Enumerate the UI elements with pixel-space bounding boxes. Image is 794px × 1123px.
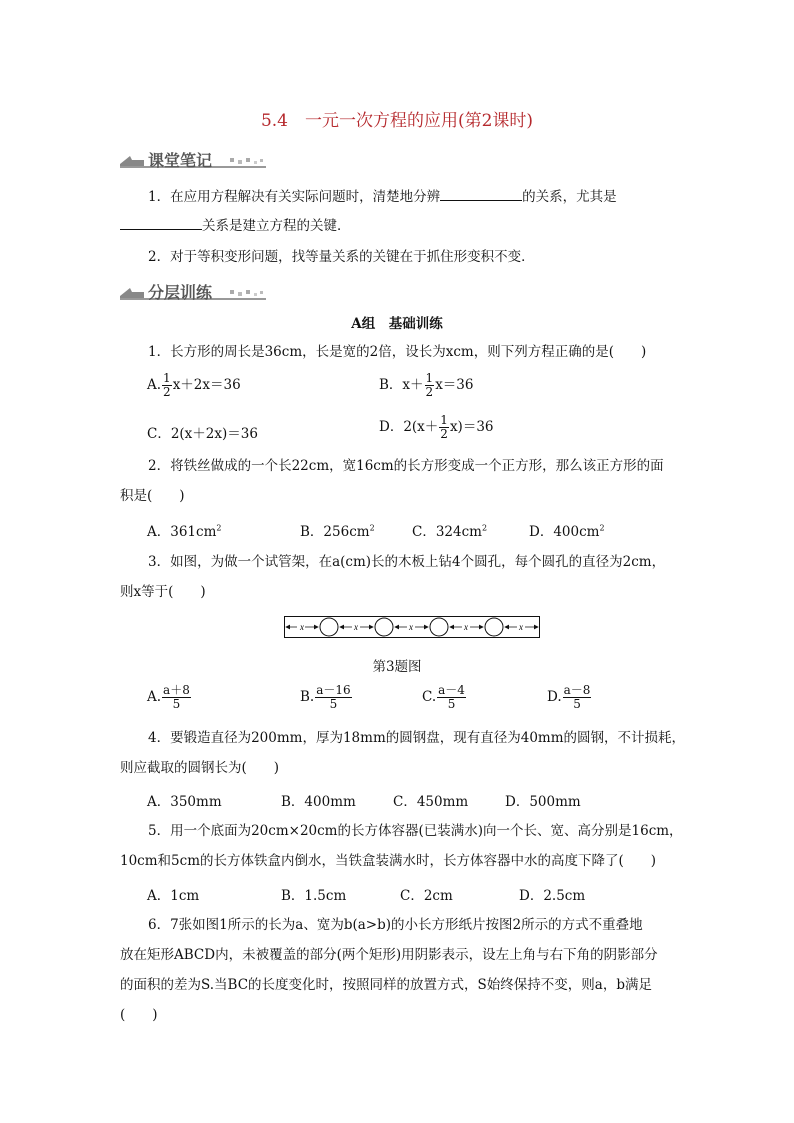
question-4-option-c[interactable]: C．450mm — [393, 794, 469, 810]
figure-x-label: x — [354, 622, 358, 632]
section-banner-notes — [118, 148, 268, 170]
question-4-option-d[interactable]: D．500mm — [505, 794, 581, 810]
question-5-option-a[interactable]: A．1cm — [147, 888, 200, 904]
hole-circle — [430, 618, 448, 636]
question-3-stem-cont: 则x等于( ) — [120, 584, 206, 600]
question-2-option-d[interactable]: D．$400cm^2$ — [529, 523, 605, 540]
group-title: A组 基础训练 — [351, 316, 443, 332]
hole-circle — [375, 618, 393, 636]
hole-circle — [320, 618, 338, 636]
question-2-option-c[interactable]: C．$324cm^2$ — [412, 523, 488, 540]
figure-x-label: x — [464, 622, 468, 632]
question-2-option-a[interactable]: A．$361cm^2$ — [147, 523, 222, 540]
question-6-stem-cont: 的面积的差为S.当BC的长度变化时，按照同样的放置方式，S始终保持不变，则a，b满足 — [120, 977, 652, 993]
question-5-option-c[interactable]: C．2cm — [400, 888, 453, 904]
question-6-stem-cont: 放在矩形ABCD内，未被覆盖的部分(两个矩形)用阴影表示，设左上角与右下角的阴影部分 — [120, 947, 658, 963]
fraction: $\frac{a-4}{5}$ — [438, 683, 465, 711]
section-banner-training — [118, 280, 268, 302]
answer-blank[interactable] — [440, 186, 522, 201]
hole-circle — [485, 618, 503, 636]
question-1-stem: 1．长方形的周长是36cm，长是宽的2倍，设长为xcm，则下列方程正确的是( ) — [148, 344, 647, 360]
fraction: $\frac{a+8}{5}$ — [163, 683, 190, 711]
question-4-stem-cont: 则应截取的圆钢长为( ) — [120, 760, 280, 776]
question-5-stem: 5．用一个底面为20cm×20cm的长方体容器(已装满水)向一个长、宽、高分别是16cm， — [148, 823, 683, 839]
fraction: $\frac{1}{2}$ — [425, 371, 434, 399]
question-1-option-c[interactable]: C．2(x＋2x)＝36 — [147, 426, 258, 442]
question-4-stem: 4．要锻造直径为200mm，厚为18mm的圆钢盘，现有直径为40mm的圆钢，不计损耗， — [148, 730, 686, 746]
question-5-option-b[interactable]: B．1.5cm — [281, 888, 347, 904]
note-2: 2．对于等积变形问题，找等量关系的关键在于抓住形变积不变． — [148, 249, 535, 265]
question-3-figure — [284, 615, 540, 639]
question-5-option-d[interactable]: D．2.5cm — [519, 888, 586, 904]
question-3-option-d[interactable]: D. $\frac{a-8}{5}$ — [547, 683, 591, 711]
question-4-option-a[interactable]: A．350mm — [147, 794, 222, 810]
answer-blank[interactable] — [120, 215, 202, 230]
question-1-option-b[interactable]: B．x＋ $\frac{1}{2}$ x＝36 — [379, 371, 474, 399]
question-3-option-c[interactable]: C. $\frac{a-4}{5}$ — [422, 683, 465, 711]
question-1-option-d[interactable]: D．2(x＋ $\frac{1}{2}$ x)＝36 — [379, 413, 494, 441]
question-2-option-b[interactable]: B．$256cm^2$ — [300, 523, 375, 540]
section-title-training: 分层训练 — [148, 283, 213, 302]
question-5-stem-cont: 10cm和5cm的长方体铁盒内倒水，当铁盒装满水时，长方体容器中水的高度下降了( ) — [120, 853, 657, 869]
question-6-stem: 6．7张如图1所示的长为a、宽为b(a>b)的小长方形纸片按图2所示的方式不重叠地 — [148, 917, 643, 933]
question-3-option-a[interactable]: A. $\frac{a+8}{5}$ — [147, 683, 190, 711]
question-4-option-b[interactable]: B．400mm — [281, 794, 356, 810]
fraction: $\frac{a-16}{5}$ — [316, 683, 351, 711]
fraction: $\frac{1}{2}$ — [440, 413, 448, 441]
question-3-stem: 3．如图，为做一个试管架，在a(cm)长的木板上钻4个圆孔，每个圆孔的直径为2cm， — [148, 554, 666, 570]
figure-caption: 第3题图 — [372, 659, 422, 675]
question-1-option-a[interactable]: A. $\frac{1}{2}$ x＋2x＝36 — [147, 371, 241, 399]
figure-x-label: x — [300, 622, 304, 632]
question-6-answer-paren: ( ) — [120, 1007, 158, 1023]
note-1-cont: 关系是建立方程的关键． — [120, 215, 680, 236]
note-1: 1．在应用方程解决有关实际问题时，清楚地分辨 的关系，尤其是 — [120, 186, 680, 207]
fraction: $\frac{1}{2}$ — [163, 371, 171, 399]
question-3-option-b[interactable]: B. $\frac{a-16}{5}$ — [300, 683, 351, 711]
page-title: 5.4 一元一次方程的应用(第2课时) — [260, 111, 534, 131]
figure-x-label: x — [409, 622, 413, 632]
figure-x-label: x — [519, 622, 523, 632]
question-2-stem: 2．将铁丝做成的一个长22cm，宽16cm的长方形变成一个正方形，那么该正方形的面 — [148, 458, 664, 474]
section-title-notes: 课堂笔记 — [148, 151, 213, 170]
fraction: $\frac{a-8}{5}$ — [563, 683, 591, 711]
question-2-stem-cont: 积是( ) — [120, 488, 185, 504]
